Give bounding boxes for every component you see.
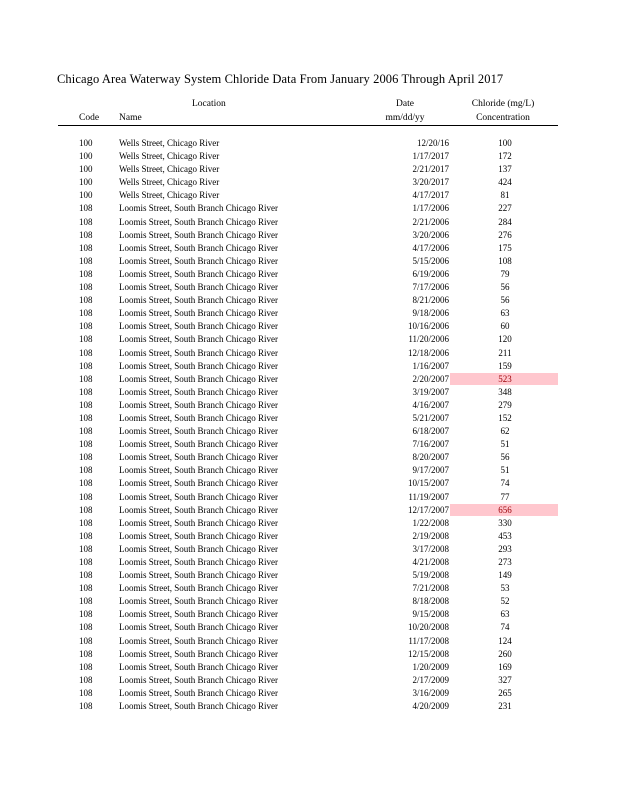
table-row: [0, 504, 618, 517]
date-format-header: mm/dd/yy: [385, 113, 425, 123]
code-cell: 108: [79, 426, 93, 437]
table-row: [0, 556, 618, 569]
concentration-cell: 60: [500, 321, 510, 332]
name-cell: Loomis Street, South Branch Chicago River: [119, 648, 278, 659]
code-cell: 108: [79, 543, 93, 554]
date-cell: 8/18/2008: [412, 596, 449, 607]
code-cell: 108: [79, 399, 93, 410]
table-row: [0, 189, 618, 202]
name-cell: Loomis Street, South Branch Chicago River: [119, 687, 278, 698]
code-cell: 108: [79, 570, 93, 581]
name-cell: Loomis Street, South Branch Chicago River: [119, 609, 278, 620]
date-cell: 11/19/2007: [408, 491, 449, 502]
table-row: [0, 543, 618, 556]
date-cell: 10/16/2006: [407, 321, 449, 332]
concentration-column-header: Concentration: [476, 113, 530, 123]
concentration-cell: 137: [498, 164, 512, 175]
name-cell: Loomis Street, South Branch Chicago River: [119, 635, 278, 646]
name-cell: Wells Street, Chicago River: [119, 151, 220, 162]
concentration-cell: 656: [498, 504, 512, 515]
table-row: [0, 687, 618, 700]
concentration-cell: 330: [498, 517, 512, 528]
chloride-column-header: Chloride (mg/L): [471, 99, 535, 109]
code-cell: 108: [79, 373, 93, 384]
date-cell: 1/20/2009: [412, 661, 449, 672]
name-cell: Loomis Street, South Branch Chicago River: [119, 426, 278, 437]
name-cell: Loomis Street, South Branch Chicago River: [119, 216, 278, 227]
name-cell: Loomis Street, South Branch Chicago River: [119, 517, 278, 528]
date-cell: 2/17/2009: [412, 674, 449, 685]
name-cell: Loomis Street, South Branch Chicago River: [119, 570, 278, 581]
concentration-cell: 81: [500, 190, 510, 201]
code-cell: 108: [79, 439, 93, 450]
table-row: [0, 373, 618, 386]
concentration-cell: 74: [500, 622, 510, 633]
code-cell: 108: [79, 687, 93, 698]
code-cell: 108: [79, 347, 93, 358]
date-cell: 11/20/2006: [408, 334, 449, 345]
concentration-cell: 79: [500, 268, 510, 279]
concentration-cell: 523: [498, 373, 512, 384]
code-cell: 108: [79, 465, 93, 476]
date-cell: 3/16/2009: [412, 687, 449, 698]
name-cell: Loomis Street, South Branch Chicago River: [119, 334, 278, 345]
code-cell: 108: [79, 308, 93, 319]
concentration-cell: 56: [500, 452, 510, 463]
table-row: [0, 202, 618, 215]
table-row: [0, 294, 618, 307]
name-column-header: Name: [119, 113, 142, 123]
data-table-body: [0, 137, 618, 713]
table-row: [0, 229, 618, 242]
name-cell: Loomis Street, South Branch Chicago River: [119, 661, 278, 672]
date-cell: 10/15/2007: [407, 478, 449, 489]
concentration-cell: 175: [498, 242, 512, 253]
table-row: [0, 530, 618, 543]
table-row: [0, 661, 618, 674]
location-group-header: Location: [192, 99, 226, 109]
concentration-cell: 276: [498, 229, 512, 240]
date-cell: 12/17/2007: [407, 504, 449, 515]
table-row: [0, 608, 618, 621]
date-cell: 3/19/2007: [412, 386, 449, 397]
concentration-cell: 172: [498, 151, 512, 162]
code-cell: 108: [79, 386, 93, 397]
name-cell: Loomis Street, South Branch Chicago River: [119, 478, 278, 489]
table-row: [0, 700, 618, 713]
code-cell: 108: [79, 504, 93, 515]
table-row: [0, 163, 618, 176]
header-divider: [58, 125, 558, 126]
concentration-cell: 327: [498, 674, 512, 685]
code-cell: 108: [79, 452, 93, 463]
table-row: [0, 517, 618, 530]
name-cell: Loomis Street, South Branch Chicago River: [119, 557, 278, 567]
table-row: [0, 569, 618, 582]
date-cell: 9/15/2008: [412, 609, 449, 620]
code-cell: 108: [79, 360, 93, 371]
table-row: [0, 438, 618, 451]
concentration-cell: 149: [498, 570, 512, 581]
code-cell: 108: [79, 229, 93, 240]
concentration-cell: 169: [498, 661, 512, 672]
table-row: [0, 268, 618, 281]
concentration-cell: 284: [498, 216, 512, 227]
code-cell: 108: [79, 648, 93, 659]
concentration-cell: 77: [500, 491, 510, 502]
date-cell: 1/22/2008: [412, 517, 449, 528]
date-cell: 12/20/16: [416, 138, 449, 148]
page-title: Chicago Area Waterway System Chloride Data From January 2006 Through April 2017: [57, 72, 504, 86]
concentration-cell: 227: [498, 203, 512, 214]
table-row: [0, 477, 618, 490]
code-cell: 108: [79, 583, 93, 594]
name-cell: Wells Street, Chicago River: [119, 190, 220, 201]
name-cell: Loomis Street, South Branch Chicago River: [119, 596, 278, 607]
date-cell: 7/17/2006: [412, 282, 449, 293]
table-row: [0, 216, 618, 229]
concentration-cell: 348: [498, 386, 512, 397]
code-cell: 108: [79, 635, 93, 646]
date-cell: 4/20/2009: [412, 701, 449, 712]
table-row: [0, 582, 618, 595]
concentration-cell: 211: [498, 347, 512, 358]
name-cell: Loomis Street, South Branch Chicago River: [119, 242, 278, 253]
date-cell: 5/15/2006: [412, 255, 449, 266]
name-cell: Loomis Street, South Branch Chicago River: [119, 268, 278, 279]
date-cell: 3/20/2006: [412, 229, 449, 240]
date-cell: 4/17/2006: [412, 242, 449, 253]
concentration-cell: 424: [498, 177, 512, 188]
name-cell: Loomis Street, South Branch Chicago River: [119, 412, 278, 423]
concentration-cell: 63: [500, 609, 510, 620]
name-cell: Loomis Street, South Branch Chicago River: [119, 439, 278, 450]
code-cell: 108: [79, 674, 93, 685]
name-cell: Loomis Street, South Branch Chicago River: [119, 255, 278, 266]
name-cell: Loomis Street, South Branch Chicago River: [119, 583, 278, 594]
concentration-cell: 159: [498, 360, 512, 371]
concentration-cell: 62: [500, 426, 510, 437]
date-cell: 1/16/2007: [412, 360, 449, 371]
code-cell: 108: [79, 216, 93, 227]
name-cell: Loomis Street, South Branch Chicago River: [119, 530, 278, 541]
code-cell: 108: [79, 557, 93, 567]
table-row: [0, 595, 618, 608]
name-cell: Loomis Street, South Branch Chicago River: [119, 282, 278, 293]
date-cell: 5/21/2007: [412, 412, 449, 423]
concentration-cell: 56: [500, 282, 510, 293]
name-cell: Loomis Street, South Branch Chicago River: [119, 399, 278, 410]
concentration-cell: 120: [498, 334, 512, 345]
code-cell: 108: [79, 530, 93, 541]
name-cell: Loomis Street, South Branch Chicago River: [119, 295, 278, 306]
date-cell: 2/19/2008: [412, 530, 449, 541]
table-row: [0, 412, 618, 425]
concentration-cell: 279: [498, 399, 512, 410]
name-cell: Loomis Street, South Branch Chicago River: [119, 504, 278, 515]
date-cell: 2/21/2006: [412, 216, 449, 227]
code-cell: 100: [79, 190, 93, 201]
table-row: [0, 255, 618, 268]
date-cell: 8/21/2006: [412, 295, 449, 306]
name-cell: Loomis Street, South Branch Chicago River: [119, 465, 278, 476]
table-row: [0, 399, 618, 412]
concentration-cell: 273: [498, 557, 512, 567]
table-row: [0, 242, 618, 255]
date-cell: 6/19/2006: [412, 268, 449, 279]
code-cell: 108: [79, 661, 93, 672]
date-cell: 11/17/2008: [408, 635, 449, 646]
table-row: [0, 635, 618, 648]
concentration-cell: 51: [500, 439, 510, 450]
table-row: [0, 386, 618, 399]
table-row: [0, 137, 618, 150]
table-row: [0, 307, 618, 320]
name-cell: Wells Street, Chicago River: [119, 177, 220, 188]
table-row: [0, 320, 618, 333]
date-cell: 10/20/2008: [407, 622, 449, 633]
table-row: [0, 674, 618, 687]
code-cell: 108: [79, 478, 93, 489]
code-cell: 108: [79, 609, 93, 620]
date-cell: 3/20/2017: [412, 177, 449, 188]
table-row: [0, 425, 618, 438]
code-cell: 108: [79, 701, 93, 712]
date-cell: 5/19/2008: [412, 570, 449, 581]
concentration-cell: 53: [500, 583, 510, 594]
table-row: [0, 451, 618, 464]
table-row: [0, 347, 618, 360]
name-cell: Loomis Street, South Branch Chicago River: [119, 203, 278, 214]
code-cell: 108: [79, 295, 93, 306]
concentration-cell: 293: [498, 543, 512, 554]
code-cell: 108: [79, 596, 93, 607]
code-cell: 108: [79, 268, 93, 279]
name-cell: Loomis Street, South Branch Chicago River: [119, 452, 278, 463]
date-cell: 12/15/2008: [407, 648, 449, 659]
name-cell: Loomis Street, South Branch Chicago River: [119, 674, 278, 685]
code-cell: 100: [79, 164, 93, 175]
name-cell: Loomis Street, South Branch Chicago River: [119, 491, 278, 502]
date-cell: 8/20/2007: [412, 452, 449, 463]
code-cell: 100: [79, 177, 93, 188]
table-row: [0, 491, 618, 504]
table-row: [0, 176, 618, 189]
name-cell: Loomis Street, South Branch Chicago River: [119, 543, 278, 554]
code-cell: 108: [79, 491, 93, 502]
code-cell: 100: [79, 151, 93, 162]
concentration-cell: 63: [500, 308, 510, 319]
table-row: [0, 333, 618, 346]
date-cell: 2/20/2007: [412, 373, 449, 384]
code-cell: 100: [79, 138, 93, 148]
name-cell: Wells Street, Chicago River: [119, 164, 220, 175]
name-cell: Loomis Street, South Branch Chicago River: [119, 373, 278, 384]
code-cell: 108: [79, 517, 93, 528]
concentration-cell: 74: [500, 478, 510, 489]
date-cell: 4/16/2007: [412, 399, 449, 410]
date-cell: 3/17/2008: [412, 543, 449, 554]
table-row: [0, 648, 618, 661]
code-cell: 108: [79, 242, 93, 253]
date-cell: 4/21/2008: [412, 557, 449, 567]
date-cell: 6/18/2007: [412, 426, 449, 437]
name-cell: Loomis Street, South Branch Chicago River: [119, 386, 278, 397]
date-cell: 2/21/2017: [412, 164, 449, 175]
name-cell: Wells Street, Chicago River: [119, 138, 220, 148]
concentration-cell: 152: [498, 412, 512, 423]
concentration-cell: 108: [498, 255, 512, 266]
name-cell: Loomis Street, South Branch Chicago River: [119, 701, 278, 712]
code-cell: 108: [79, 412, 93, 423]
date-cell: 9/17/2007: [412, 465, 449, 476]
table-row: [0, 621, 618, 634]
date-cell: 1/17/2006: [412, 203, 449, 214]
table-row: [0, 150, 618, 163]
name-cell: Loomis Street, South Branch Chicago River: [119, 622, 278, 633]
date-cell: 4/17/2017: [412, 190, 449, 201]
concentration-cell: 100: [498, 138, 512, 148]
code-cell: 108: [79, 334, 93, 345]
date-column-header: Date: [396, 99, 414, 109]
date-cell: 9/18/2006: [412, 308, 449, 319]
date-cell: 7/16/2007: [412, 439, 449, 450]
concentration-cell: 265: [498, 687, 512, 698]
concentration-cell: 453: [498, 530, 512, 541]
name-cell: Loomis Street, South Branch Chicago River: [119, 308, 278, 319]
table-row: [0, 281, 618, 294]
table-row: [0, 360, 618, 373]
code-cell: 108: [79, 321, 93, 332]
code-cell: 108: [79, 282, 93, 293]
concentration-cell: 231: [498, 701, 512, 712]
date-cell: 12/18/2006: [407, 347, 449, 358]
date-cell: 7/21/2008: [412, 583, 449, 594]
name-cell: Loomis Street, South Branch Chicago River: [119, 321, 278, 332]
code-column-header: Code: [79, 113, 100, 123]
code-cell: 108: [79, 255, 93, 266]
name-cell: Loomis Street, South Branch Chicago River: [119, 347, 278, 358]
concentration-cell: 52: [500, 596, 510, 607]
concentration-cell: 124: [498, 635, 512, 646]
code-cell: 108: [79, 203, 93, 214]
name-cell: Loomis Street, South Branch Chicago River: [119, 360, 278, 371]
concentration-cell: 51: [500, 465, 510, 476]
name-cell: Loomis Street, South Branch Chicago River: [119, 229, 278, 240]
concentration-cell: 56: [500, 295, 510, 306]
table-row: [0, 464, 618, 477]
code-cell: 108: [79, 622, 93, 633]
concentration-cell: 260: [498, 648, 512, 659]
date-cell: 1/17/2017: [412, 151, 449, 162]
